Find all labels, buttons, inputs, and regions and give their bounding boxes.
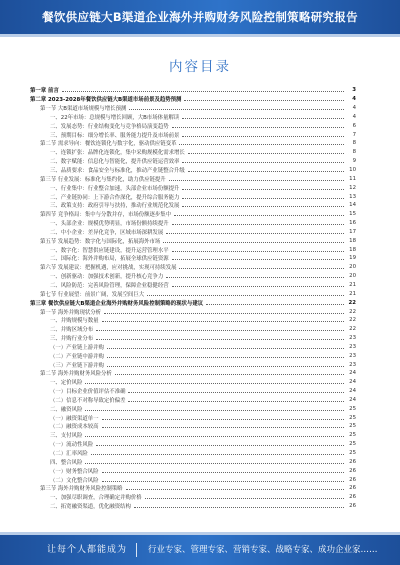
toc-entry-label: （二）产业链中游并购 (50, 353, 104, 360)
toc-entry-page: 26 (349, 458, 356, 465)
toc-entry-page: 23 (349, 361, 356, 368)
toc-entry-label: （一）产业链上游并购 (50, 344, 104, 351)
toc-leader-dots (85, 462, 344, 464)
toc-entry-label: 一、定价风险 (50, 380, 83, 387)
toc-entry[interactable] (30, 166, 356, 175)
toc-entry[interactable] (30, 104, 356, 113)
toc-entry-label: 二、国际化：海外并购布局，拓展全球供应链资源 (50, 256, 169, 263)
toc-entry-label: （二）文化整合风险 (50, 477, 99, 484)
toc-leader-dots (85, 409, 344, 411)
toc-leader-dots (85, 435, 344, 437)
toc-entry-page: 22 (349, 326, 356, 333)
toc-entry-label: 一、数字化：智慧供应链建设，提升运营管理水平 (50, 247, 169, 254)
toc-leader-dots (166, 276, 344, 278)
toc-entry-page: 26 (349, 485, 356, 492)
toc-entry-label: 第三节 海外并购财务风险控制策略 (40, 486, 123, 493)
toc-entry-page: 24 (349, 370, 356, 377)
toc-entry[interactable] (30, 228, 356, 237)
toc-entry-label: 第三章 餐饮供应链大B渠道企业海外并购财务风险控制策略的现状与建议 (30, 300, 204, 307)
toc-leader-dots (182, 197, 344, 199)
toc-entry-page: 23 (349, 343, 356, 350)
toc-leader-dots (182, 205, 344, 207)
toc-entry-label: 四、整合风险 (50, 459, 83, 466)
toc-entry[interactable] (30, 457, 356, 466)
toc-entry-label: 一、行业集中：行业整合加速，头部企业市场份额提升 (50, 185, 180, 192)
toc-entry[interactable] (30, 148, 356, 157)
toc-entry[interactable] (30, 236, 356, 245)
toc-entry[interactable] (30, 281, 356, 290)
toc-leader-dots (62, 90, 344, 92)
toc-entry-page: 18 (349, 237, 356, 244)
toc-leader-dots (96, 444, 344, 446)
toc-entry-label: （二）汇率风险 (50, 451, 88, 458)
toc-leader-dots (102, 426, 344, 428)
toc-leader-dots (126, 488, 344, 490)
toc-entry-label: 三、政策支持：政府引导与扶持，推动行业规范化发展 (50, 203, 180, 210)
toc-entry-page: 7 (352, 131, 356, 138)
toc-entry[interactable] (30, 210, 356, 219)
toc-leader-dots (107, 356, 344, 358)
toc-entry-label: 三、预期目标：细分增长率、服务能力提升及市场前景 (50, 132, 180, 139)
toc-entry-label: 二、产业链协同：上下游合作深化，提升综合服务能力 (50, 194, 180, 201)
toc-entry[interactable] (30, 245, 356, 254)
toc-entry-page: 20 (349, 264, 356, 271)
footer-tagline: 行业专家、管理专家、营销专家、战略专家、成功企业家…… (148, 545, 378, 555)
toc-leader-dots (102, 480, 344, 482)
toc-entry-label: 三、并购行业分布 (50, 336, 94, 343)
toc-entry-label: 一、22年市场：总规模与增长回顾，大B市场体量解读 (50, 114, 180, 121)
toc-entry-label: 一、并购规模与数量 (50, 318, 99, 325)
toc-entry[interactable] (30, 342, 356, 351)
toc-entry-label: （一）融资渠道单一 (50, 415, 99, 422)
toc-entry-page: 6 (352, 122, 356, 129)
toc-entry-page: 25 (349, 432, 356, 439)
toc-entry-page: 16 (349, 220, 356, 227)
toc-leader-dots (115, 373, 344, 375)
document-title: 餐饮供应链大B渠道企业海外并购财务风险控制策略研究报告 (42, 10, 358, 24)
toc-entry-label: 第七节 行业展望：前景广阔，发展空间巨大 (40, 291, 145, 298)
toc-entry[interactable] (30, 440, 356, 449)
toc-entry[interactable] (30, 502, 356, 511)
toc-entry[interactable] (30, 369, 356, 378)
toc-entry-page: 26 (349, 476, 356, 483)
toc-entry-page: 23 (349, 352, 356, 359)
toc-leader-dots (174, 214, 344, 216)
toc-entry-label: （一）流动性风险 (50, 442, 94, 449)
toc-entry[interactable] (30, 298, 356, 307)
toc-entry[interactable] (30, 272, 356, 281)
toc-leader-dots (206, 303, 344, 305)
toc-entry[interactable] (30, 360, 356, 369)
toc-entry[interactable] (30, 307, 356, 316)
toc-leader-dots (102, 418, 344, 420)
toc-entry-page: 17 (349, 228, 356, 235)
toc-entry-page: 26 (349, 503, 356, 510)
toc-entry-label: （二）融资成本较高 (50, 424, 99, 431)
toc-entry-label: 第三节 行业发展：标准化与集约化，助力供应链提升 (40, 176, 166, 183)
toc-entry-page: 20 (349, 273, 356, 280)
toc-leader-dots (128, 400, 344, 402)
toc-entry[interactable] (30, 422, 356, 431)
toc-entry[interactable] (30, 201, 356, 210)
toc-entry[interactable] (30, 466, 356, 475)
toc-entry[interactable] (30, 387, 356, 396)
toc-leader-dots (172, 250, 344, 252)
toc-entry[interactable] (30, 484, 356, 493)
toc-entry-page: 26 (349, 494, 356, 501)
toc-entry[interactable] (30, 254, 356, 263)
toc-entry-label: 二、融资风险 (50, 406, 83, 413)
toc-entry[interactable] (30, 351, 356, 360)
toc-leader-dots (188, 152, 344, 154)
toc-entry[interactable] (30, 130, 356, 139)
toc-leader-dots (182, 188, 344, 190)
toc-leader-dots (184, 99, 344, 101)
toc-entry-label: 第一节 大B渠道市场规模与增长预测 (40, 106, 127, 113)
toc-entry-label: 一、头部企业：规模优势明显，市场份额持续提升 (50, 221, 169, 228)
toc-leader-dots (107, 347, 344, 349)
table-of-contents (30, 86, 356, 511)
toc-entry-page: 8 (352, 140, 356, 147)
toc-entry-page: 13 (349, 193, 356, 200)
toc-leader-dots (188, 170, 344, 172)
toc-leader-dots (104, 312, 344, 314)
toc-entry-page: 15 (349, 211, 356, 218)
toc-entry-page: 23 (349, 335, 356, 342)
toc-leader-dots (91, 453, 344, 455)
toc-entry-page: 19 (349, 255, 356, 262)
toc-entry-label: 一、加强尽职调查，合理确定并购价格 (50, 495, 142, 502)
toc-leader-dots (172, 223, 344, 225)
toc-entry-page: 4 (352, 105, 356, 112)
toc-entry-page: 8 (352, 149, 356, 156)
toc-entry[interactable] (30, 289, 356, 298)
toc-leader-dots (172, 258, 344, 260)
toc-entry[interactable] (30, 334, 356, 343)
toc-leader-dots (147, 294, 344, 296)
toc-entry-label: （一）财务整合风险 (50, 468, 99, 475)
toc-entry[interactable] (30, 121, 356, 130)
toc-entry-label: 第五节 发展趋势：数字化与国际化，拓展海外市场 (40, 238, 161, 245)
toc-entry-label: 二、数字赋能：信息化与智能化，提升供应链运营效率 (50, 159, 180, 166)
toc-entry-label: 二、发展态势：行业结构变化与竞争格局演变趋势 (50, 123, 169, 130)
toc-entry-label: （三）产业链下游并购 (50, 362, 104, 369)
toc-entry[interactable] (30, 139, 356, 148)
toc-entry-page: 25 (349, 450, 356, 457)
toc-entry[interactable] (30, 396, 356, 405)
toc-entry-page: 18 (349, 246, 356, 253)
toc-entry[interactable] (30, 493, 356, 502)
toc-entry[interactable] (30, 192, 356, 201)
toc-entry-page: 9 (352, 158, 356, 165)
toc-leader-dots (179, 267, 344, 269)
toc-entry-page: 10 (349, 167, 356, 174)
toc-entry-label: 三、支付风险 (50, 433, 83, 440)
toc-leader-dots (96, 338, 344, 340)
toc-entry[interactable] (30, 413, 356, 422)
toc-leader-dots (182, 161, 344, 163)
toc-entry-page: 12 (349, 184, 356, 191)
toc-entry-page: 4 (352, 96, 356, 103)
footer-slogan: 让每个人都能成为 (47, 545, 128, 555)
toc-entry-page: 25 (349, 423, 356, 430)
toc-entry-label: 第一节 海外并购现状分析 (40, 309, 102, 316)
toc-leader-dots (145, 497, 344, 499)
toc-entry[interactable] (30, 404, 356, 413)
toc-entry-page: 22 (348, 299, 356, 306)
toc-entry-page: 24 (349, 396, 356, 403)
toc-entry[interactable] (30, 431, 356, 440)
toc-entry[interactable] (30, 263, 356, 272)
toc-entry-label: 三、品质要求：食品安全与标准化，推动产业链整合升级 (50, 168, 185, 175)
toc-leader-dots (102, 471, 344, 473)
toc-entry[interactable] (30, 219, 356, 228)
toc-entry-page: 25 (349, 405, 356, 412)
toc-leader-dots (102, 320, 344, 322)
toc-entry[interactable] (30, 86, 356, 95)
toc-entry[interactable] (30, 316, 356, 325)
toc-entry-label: 第二节 海外并购财务风险分析 (40, 371, 112, 378)
toc-leader-dots (172, 285, 344, 287)
toc-entry-page: 11 (349, 175, 356, 182)
toc-entry[interactable] (30, 95, 356, 104)
toc-leader-dots (134, 506, 344, 508)
toc-entry[interactable] (30, 449, 356, 458)
toc-entry-label: 第六节 发展建议：把握机遇，应对挑战，实现可持续发展 (40, 265, 177, 272)
toc-entry[interactable] (30, 325, 356, 334)
toc-entry-page: 25 (349, 414, 356, 421)
toc-entry-label: （二）信息不对称导致定价偏差 (50, 397, 126, 404)
toc-entry-page: 26 (349, 467, 356, 474)
toc-entry-page: 3 (352, 87, 356, 94)
toc-entry-page: 14 (349, 202, 356, 209)
toc-entry[interactable] (30, 157, 356, 166)
toc-leader-dots (179, 143, 344, 145)
toc-leader-dots (172, 126, 344, 128)
toc-leader-dots (107, 365, 344, 367)
toc-entry-label: 第二节 需求导向：餐饮连锁化与数字化，驱动供应链变革 (40, 141, 177, 148)
toc-entry-page: 21 (349, 290, 356, 297)
toc-entry[interactable] (30, 475, 356, 484)
toc-entry-page: 25 (349, 441, 356, 448)
toc-entry-page: 4 (352, 113, 356, 120)
toc-entry-label: 第一章 前言 (30, 88, 59, 95)
toc-entry-label: 二、风险防范：完善风险管理，保障企业稳健经营 (50, 282, 169, 289)
toc-leader-dots (96, 329, 344, 331)
toc-entry-label: （一）目标企业价值评估不准确 (50, 389, 126, 396)
toc-entry[interactable] (30, 174, 356, 183)
toc-entry-label: 第四节 竞争格局：集中与分散并存，市场份额逐步集中 (40, 212, 172, 219)
toc-entry-page: 24 (349, 388, 356, 395)
toc-heading: 内容目录 (169, 59, 231, 75)
toc-entry[interactable] (30, 183, 356, 192)
toc-entry-label: 二、并购区域分布 (50, 327, 94, 334)
toc-entry-label: 第二章 2023-2028年餐饮供应链大B渠道市场前景及趋势预测 (30, 97, 182, 104)
toc-leader-dots (85, 382, 344, 384)
header-divider (0, 34, 400, 37)
toc-leader-dots (182, 117, 344, 119)
toc-entry-label: 一、创新驱动：加强技术创新，提升核心竞争力 (50, 274, 164, 281)
toc-entry-page: 21 (349, 281, 356, 288)
toc-entry[interactable] (30, 113, 356, 122)
toc-leader-dots (166, 232, 344, 234)
footer-separator (136, 543, 137, 557)
toc-leader-dots (128, 391, 344, 393)
toc-leader-dots (169, 179, 344, 181)
toc-leader-dots (163, 241, 344, 243)
toc-leader-dots (129, 108, 344, 110)
toc-entry-label: 二、拓宽融资渠道，优化融资结构 (50, 504, 131, 511)
toc-entry-label: 一、连锁扩张：品牌化连锁化，集中采购规模化需求增长 (50, 150, 185, 157)
toc-entry[interactable] (30, 378, 356, 387)
toc-entry-page: 22 (349, 317, 356, 324)
toc-entry-page: 22 (349, 308, 356, 315)
toc-entry-label: 二、中小企业：差异化竞争，区域市场深耕发展 (50, 229, 164, 236)
toc-entry-page: 24 (349, 379, 356, 386)
toc-leader-dots (182, 135, 344, 137)
